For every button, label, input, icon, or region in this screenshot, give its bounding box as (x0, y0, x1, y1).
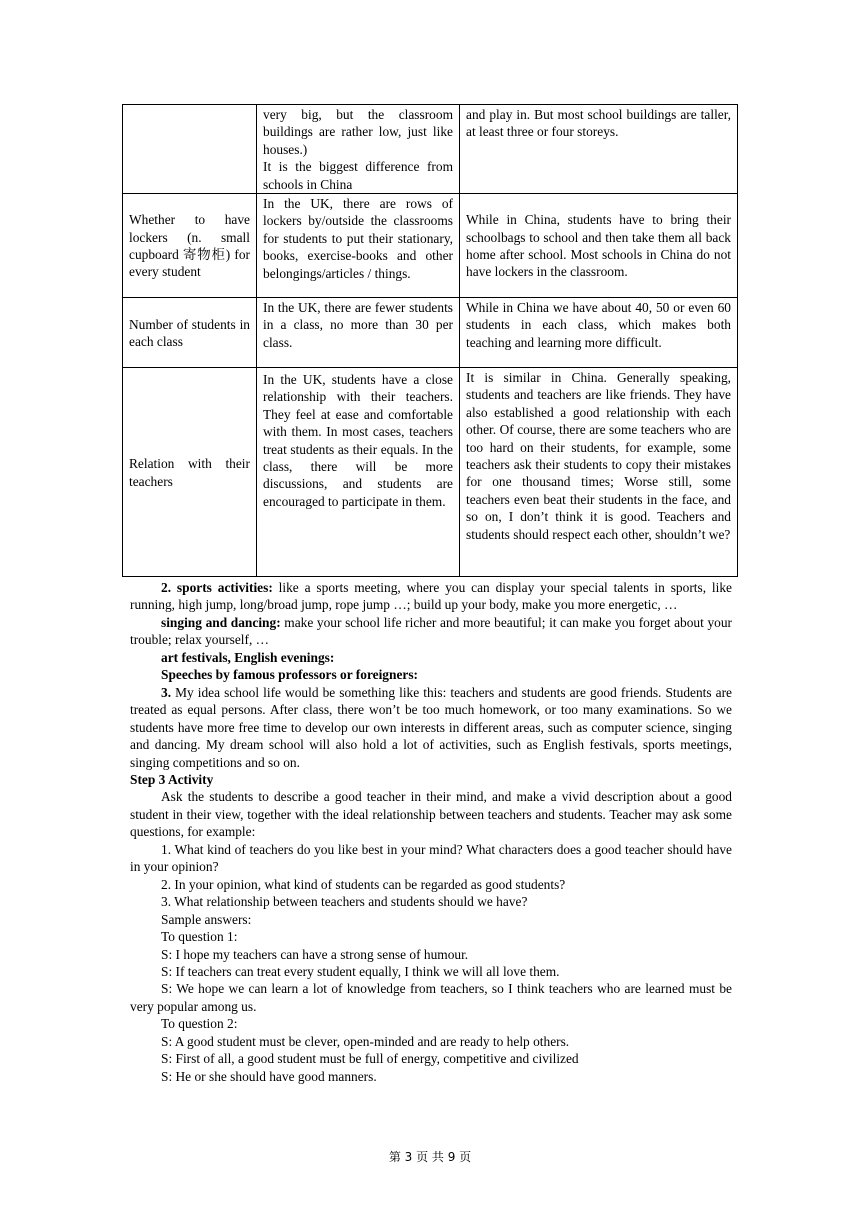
idea-paragraph (130, 684, 732, 771)
table-cell-china: While in China, students have to bring their schoolbags to school and then take them all back home after school. Most schools in China do not have lockers in the classroom. (460, 194, 738, 298)
answer-2-1: S: A good student must be clever, open-minded and are ready to help others. (161, 1033, 570, 1049)
to-question-2: To question 2: (161, 1016, 238, 1032)
table-cell-china: and play in. But most school buildings are taller, at least three or four storeys. (460, 105, 738, 194)
singing-label: singing and dancing: (161, 614, 281, 630)
answer-2-2: S: First of all, a good student must be full of energy, competitive and civilized (161, 1051, 579, 1067)
table-cell-china: It is similar in China. Generally speaking, students and teachers are like friends. They have also established a good relationship with each other. Of course, there are some teachers who are too hard on their students, for example, some teachers ask their students to copy their mistakes for one thousand times; Worse still, some teachers even beat their students in the face, and so on, I don’t think it is good. Teachers and students should respect each other, shouldn’t we? (460, 368, 738, 577)
table-cell-uk: very big, but the classroom buildings are rather low, just like houses.) It is the biggest difference from schools in China (257, 105, 460, 194)
to-question-1: To question 1: (161, 929, 238, 945)
table-cell-aspect: Relation with their teachers (123, 368, 257, 577)
singing-text: make your school life richer and more beautiful; it can make you forget about your trouble; relax yourself, … (130, 614, 733, 648)
lesson-body (130, 579, 732, 1085)
answer-1-3: S: We hope we can learn a lot of knowledge from teachers, so I think teachers who are learned must be very popular among us. (130, 981, 732, 1014)
table-cell-aspect (123, 105, 257, 194)
sports-text: like a sports meeting, where you can display your special talents in sports, like running, high jump, long/broad jump, rope jump …; build up your body, make you more energetic, … (130, 580, 733, 613)
table-cell-aspect: Whether to have lockers (n. small cupboard 寄物柜) for every student (123, 194, 257, 298)
question-1: 1. What kind of teachers do you like best in your mind? What characters does a good teacher should have in your opinion? (130, 841, 732, 875)
sports-label: 2. sports activities: (161, 580, 273, 595)
table-row (123, 105, 738, 194)
table-cell-uk: In the UK, students have a close relationship with their teachers. They feel at ease and comfortable with them. In most cases, teachers treat students as their equals. In the class, there will be more discussions, and students are encouraged to participate in them. (257, 368, 460, 577)
table-row (123, 298, 738, 368)
singing-paragraph (130, 614, 732, 649)
comparison-table-container (122, 104, 738, 577)
question-3: 3. What relationship between teachers and students should we have? (161, 894, 528, 910)
art-festivals-line: art festivals, English evenings: (161, 649, 335, 665)
page-footer (0, 1148, 860, 1165)
answer-2-3: S: He or she should have good manners. (161, 1068, 377, 1084)
table-cell-uk: In the UK, there are rows of lockers by/outside the classrooms for students to put their stationary, books, exercise-books and other belongings/articles / things. (257, 194, 460, 298)
question-2: 2. In your opinion, what kind of students can be regarded as good students? (161, 876, 566, 892)
page-number: 第 3 页 共 9 页 (388, 1150, 472, 1164)
idea-number: 3. (161, 684, 172, 700)
table-cell-china: While in China we have about 40, 50 or even 60 students in each class, which makes both teaching and learning more difficult. (460, 298, 738, 368)
table-row (123, 368, 738, 577)
speeches-line: Speeches by famous professors or foreigners: (161, 667, 419, 683)
step3-intro: Ask the students to describe a good teacher in their mind, and make a vivid description about a good student in their view, together with the ideal relationship between teachers and students. Teacher may ask some questions, for example: (130, 789, 732, 840)
answer-1-2: S: If teachers can treat every student equally, I think we will all love them. (161, 963, 560, 979)
table-cell-aspect: Number of students in each class (123, 298, 257, 368)
idea-text: My idea school life would be something like this: teachers and students are good friends. Students are treated as equal persons. After class, there won’t be too much homework, or too many examinations. So we students have more free time to develop our own interests in different areas, such as computer science, singing and dancing. My dream school will also hold a lot of activities, such as English festivals, sports meetings, singing competitions and so on. (130, 684, 732, 770)
table-cell-uk: In the UK, there are fewer students in a class, no more than 30 per class. (257, 298, 460, 368)
step3-heading: Step 3 Activity (130, 771, 214, 787)
table-row (123, 194, 738, 298)
answer-1-1: S: I hope my teachers can have a strong sense of humour. (161, 946, 469, 962)
sports-paragraph (130, 579, 732, 614)
sample-answers-label: Sample answers: (161, 911, 252, 927)
comparison-table (122, 104, 738, 577)
